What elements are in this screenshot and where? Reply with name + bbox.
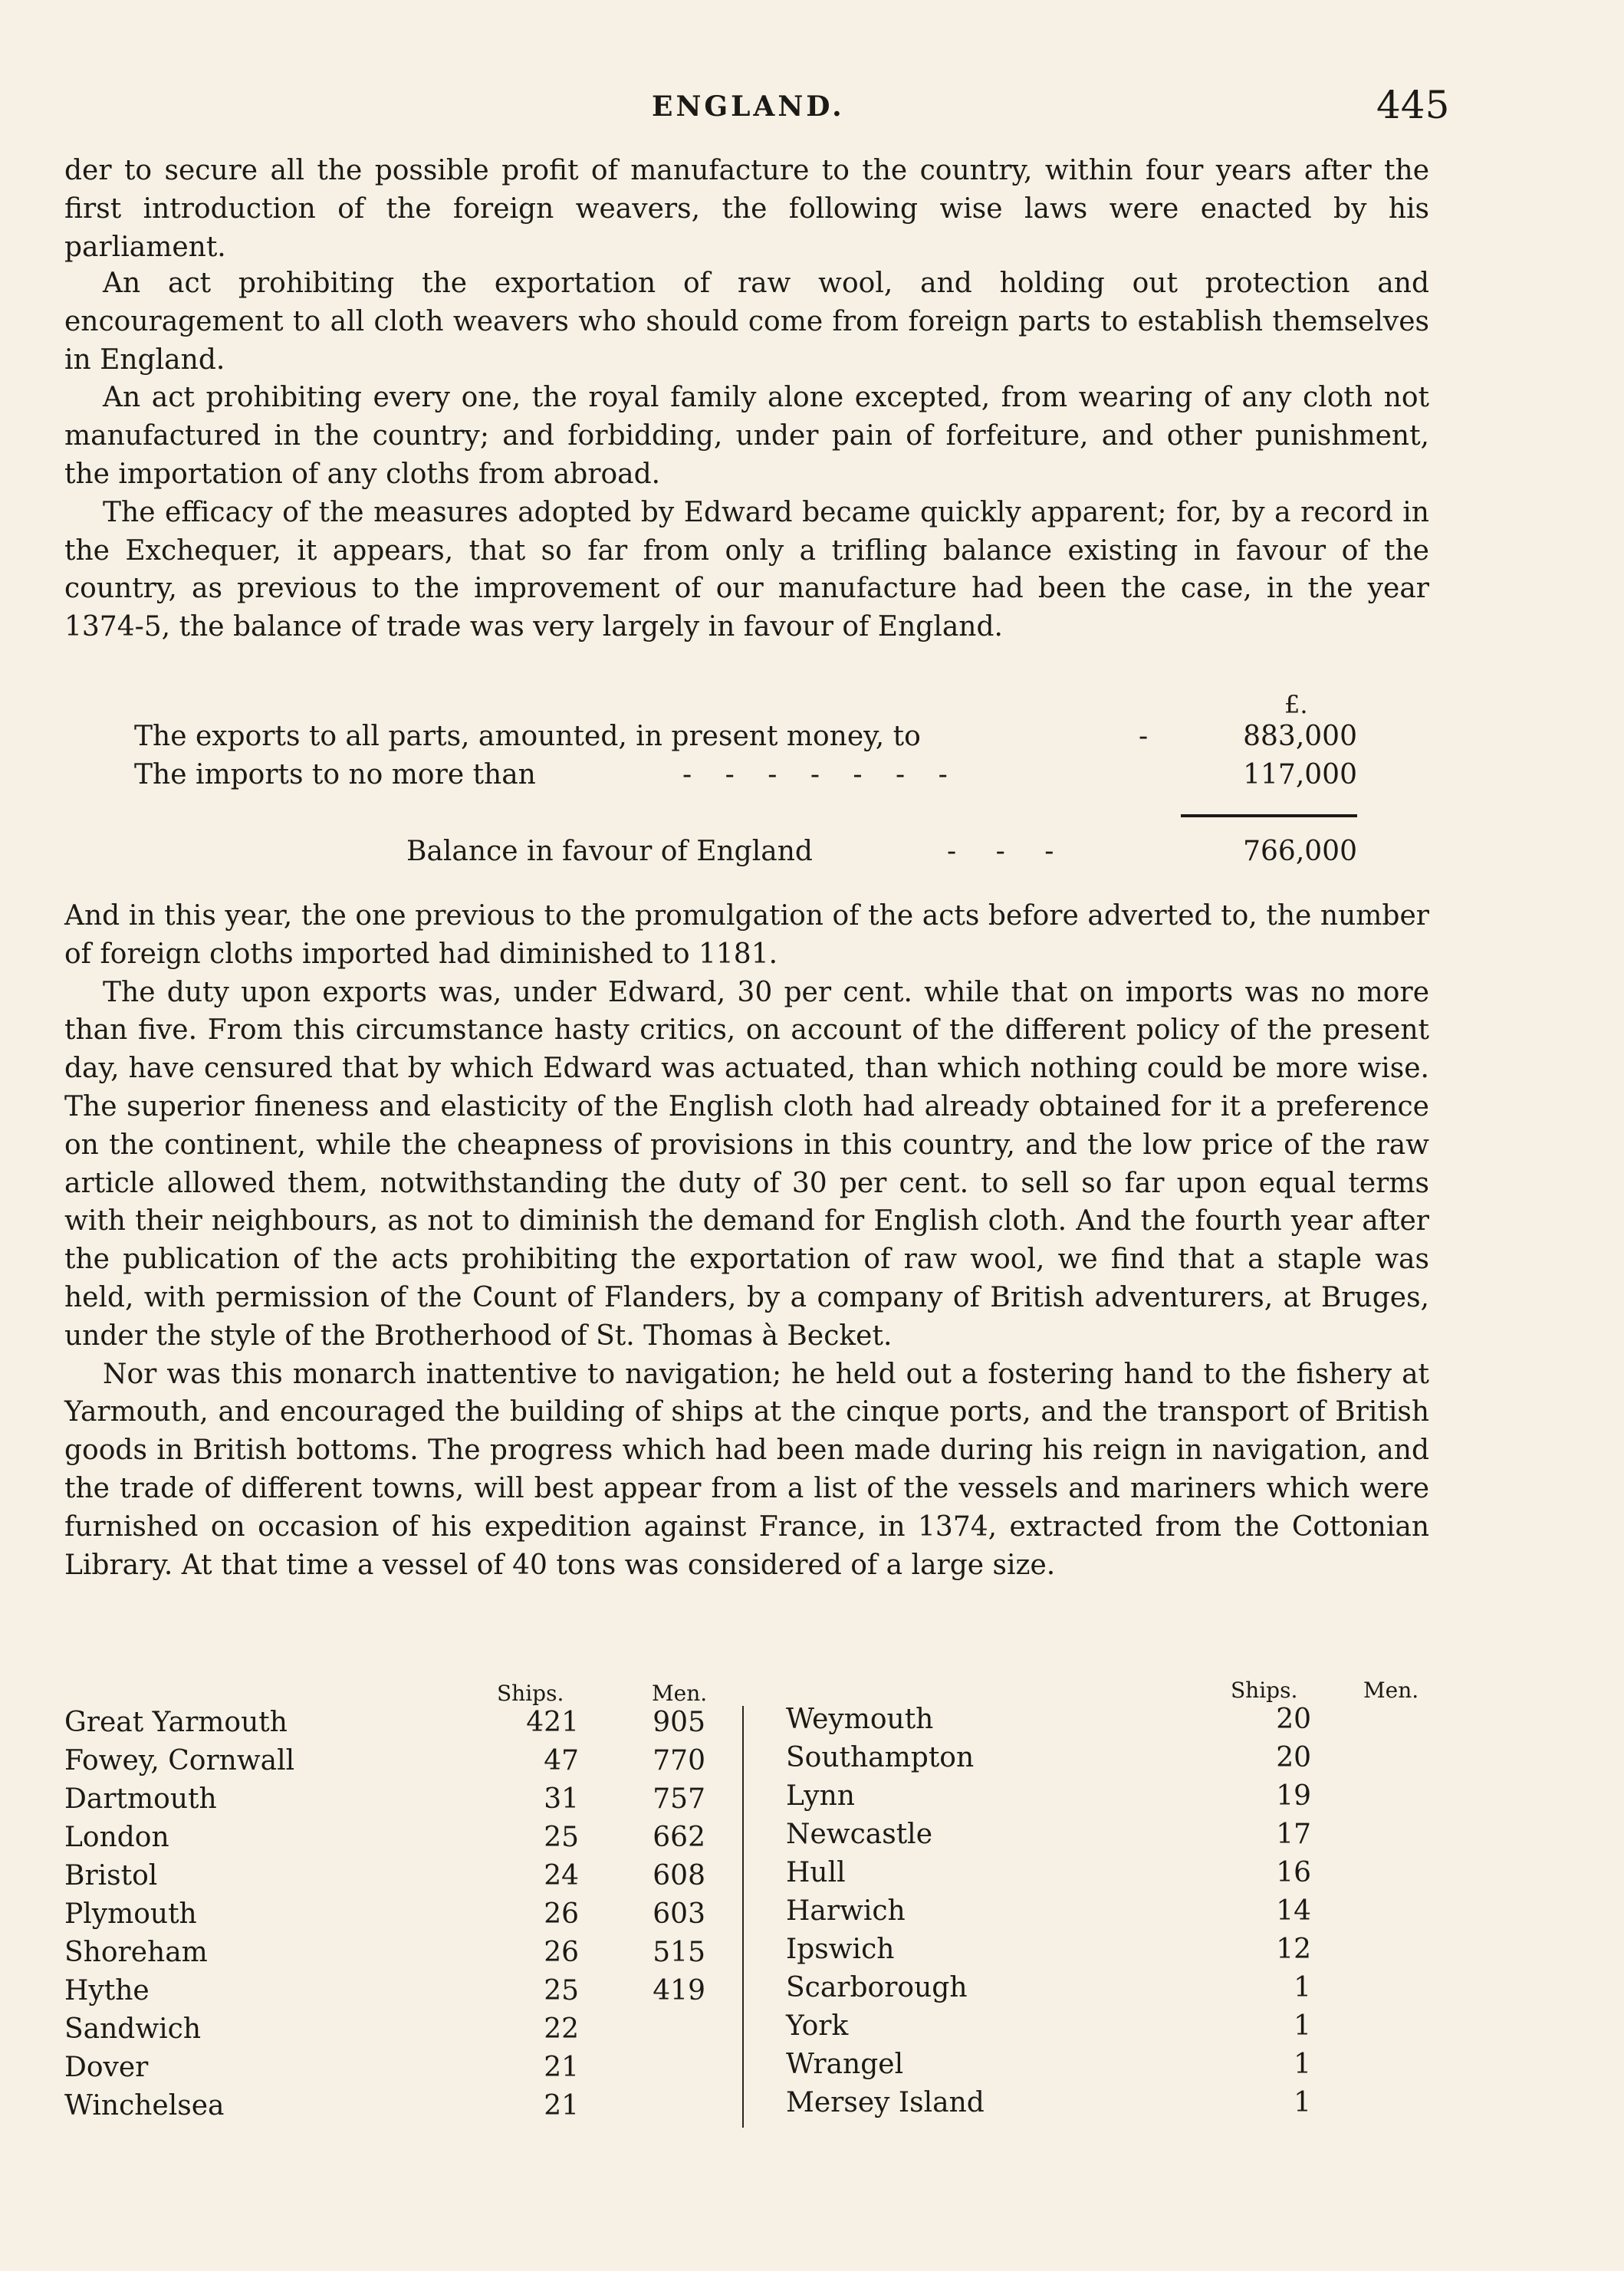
port-men-count: 905 <box>653 1707 705 1738</box>
port-men-count: 603 <box>653 1898 705 1930</box>
port-name: Dover <box>64 2052 149 2083</box>
right-men-header: Men. <box>1363 1678 1419 1703</box>
right-ships-header: Ships. <box>1231 1678 1298 1703</box>
act-paragraph-wool: An act prohibiting the exportation of raw wool, and holding out protection and encouragement to all cloth weavers who should come from foreign parts to establish themselves in England. <box>64 268 1429 376</box>
port-name: Mersey Island <box>786 2087 985 2118</box>
port-name: Harwich <box>786 1895 906 1927</box>
port-ships-count: 22 <box>544 2013 579 2045</box>
page-number: 445 <box>1376 83 1450 127</box>
balance-value: 766,000 <box>1243 836 1357 867</box>
port-men-count: 770 <box>653 1745 705 1776</box>
imports-dashes: - - - - - - - <box>682 759 960 790</box>
port-name: Fowey, Cornwall <box>64 1745 295 1776</box>
imports-value: 117,000 <box>1243 759 1357 790</box>
port-name: Ipswich <box>786 1934 895 1965</box>
port-ships-count: 26 <box>544 1937 579 1968</box>
exports-value: 883,000 <box>1243 721 1357 752</box>
port-men-count: 757 <box>653 1783 705 1815</box>
port-name: Plymouth <box>64 1898 197 1930</box>
port-name: Sandwich <box>64 2013 202 2045</box>
port-men-count: 608 <box>653 1860 705 1891</box>
port-ships-count: 19 <box>1276 1780 1311 1812</box>
navigation-paragraph: Nor was this monarch inattentive to navigation; he held out a fostering hand to the fishery at Yarmouth, and encouraged the building of ships at the cinque ports, and the transport of British goods in British bottoms. The progress which had been made during his reign in navigation, and the trade of different towns, will best appear from a list of the vessels and mariners which were furnished on occasion of his expedition against France, in 1374, extracted from the Cottonian Library. At that time a vessel of 40 tons was considered of a large size. <box>64 1358 1429 1581</box>
port-men-count: 419 <box>653 1975 705 2006</box>
port-ships-count: 14 <box>1276 1895 1311 1927</box>
port-name: Lynn <box>786 1780 855 1812</box>
port-ships-count: 21 <box>544 2052 579 2083</box>
port-name: Great Yarmouth <box>64 1707 288 1738</box>
left-ships-header: Ships. <box>497 1681 564 1706</box>
port-ships-count: 421 <box>526 1707 579 1738</box>
port-name: Wrangel <box>786 2049 904 2080</box>
port-name: Hythe <box>64 1975 150 2006</box>
intro-text <box>64 152 1429 266</box>
port-men-count: 662 <box>653 1822 705 1853</box>
port-name: Dartmouth <box>64 1783 217 1815</box>
balance-dashes: - - - <box>947 836 1070 867</box>
port-name: Newcastle <box>786 1819 933 1850</box>
port-ships-count: 16 <box>1276 1857 1311 1888</box>
port-ships-count: 1 <box>1294 1972 1311 2003</box>
port-name: York <box>786 2010 849 2042</box>
port-ships-count: 17 <box>1276 1819 1311 1850</box>
port-ships-count: 47 <box>544 1745 579 1776</box>
port-ships-count: 21 <box>544 2090 579 2121</box>
port-ships-count: 1 <box>1294 2049 1311 2080</box>
port-ships-count: 25 <box>544 1975 579 2006</box>
port-ships-count: 25 <box>544 1822 579 1853</box>
port-ships-count: 1 <box>1294 2087 1311 2118</box>
balance-label: Balance in favour of England <box>406 836 813 867</box>
efficacy-paragraph: The efficacy of the measures adopted by Edward became quickly apparent; for, by a record in the Exchequer, it appears, that so far from only a trifling balance existing in favour of the country, as previous to the improvement of our manufacture had been the case, in the year 1374-5, the balance of trade was very largely in favour of England. <box>64 496 1429 643</box>
port-ships-count: 1 <box>1294 2010 1311 2042</box>
left-men-header: Men. <box>652 1681 708 1706</box>
port-name: Shoreham <box>64 1937 208 1968</box>
running-header-title: ENGLAND. <box>652 90 845 123</box>
port-men-count: 515 <box>653 1937 705 1968</box>
act-paragraph-cloth: An act prohibiting every one, the royal family alone excepted, from wearing of any cloth not manufactured in the country; and forbidding, under pain of forfeiture, and other punishment, the importation of any cloths from abroad. <box>64 382 1429 490</box>
port-name: London <box>64 1822 169 1853</box>
intro-paragraph: der to secure all the possible profit of manufacture to the country, within four years after the first introduction of the foreign weavers, the following wise laws were enacted by his parliament. <box>64 155 1429 263</box>
body-text <box>64 897 1429 1584</box>
exports-dashes: - <box>1139 721 1149 752</box>
port-ships-count: 24 <box>544 1860 579 1891</box>
port-ships-count: 20 <box>1276 1704 1311 1735</box>
duty-paragraph: The duty upon exports was, under Edward, 30 per cent. while that on imports was no more than five. From this circumstance hasty critics, on account of the different policy of the present day, have censured that by which Edward was actuated, than which nothing could be more wise. The superior fineness and elasticity of the English cloth had already obtained for it a preference on the continent, while the cheapness of provisions in this country, and the low price of the raw article allowed them, notwithstanding the duty of 30 per cent. to sell so far upon equal terms with their neighbours, as not to diminish the demand for English cloth. And the fourth year after the publication of the acts prohibiting the exportation of raw wool, we find that a staple was held, with permission of the Count of Flanders, by a company of British adventurers, at Bruges, under the style of the Brotherhood of St. Thomas à Becket. <box>64 976 1429 1352</box>
port-ships-count: 26 <box>544 1898 579 1930</box>
port-name: Hull <box>786 1857 846 1888</box>
column-divider <box>742 1706 744 2128</box>
port-name: Weymouth <box>786 1704 934 1735</box>
port-ships-count: 31 <box>544 1783 579 1815</box>
port-name: Winchelsea <box>64 2090 225 2121</box>
port-ships-count: 12 <box>1276 1934 1311 1965</box>
acts-text <box>64 265 1429 646</box>
exports-label: The exports to all parts, amounted, in present money, to <box>134 721 921 752</box>
port-ships-count: 20 <box>1276 1742 1311 1773</box>
imports-label: The imports to no more than <box>134 759 536 790</box>
sum-rule <box>1181 814 1357 817</box>
port-name: Southampton <box>786 1742 975 1773</box>
cloth-import-paragraph: And in this year, the one previous to the promulgation of the acts before adverted to, the number of foreign cloths imported had diminished to 1181. <box>64 900 1429 970</box>
port-name: Bristol <box>64 1860 158 1891</box>
port-name: Scarborough <box>786 1972 968 2003</box>
currency-symbol: £. <box>1284 690 1308 719</box>
